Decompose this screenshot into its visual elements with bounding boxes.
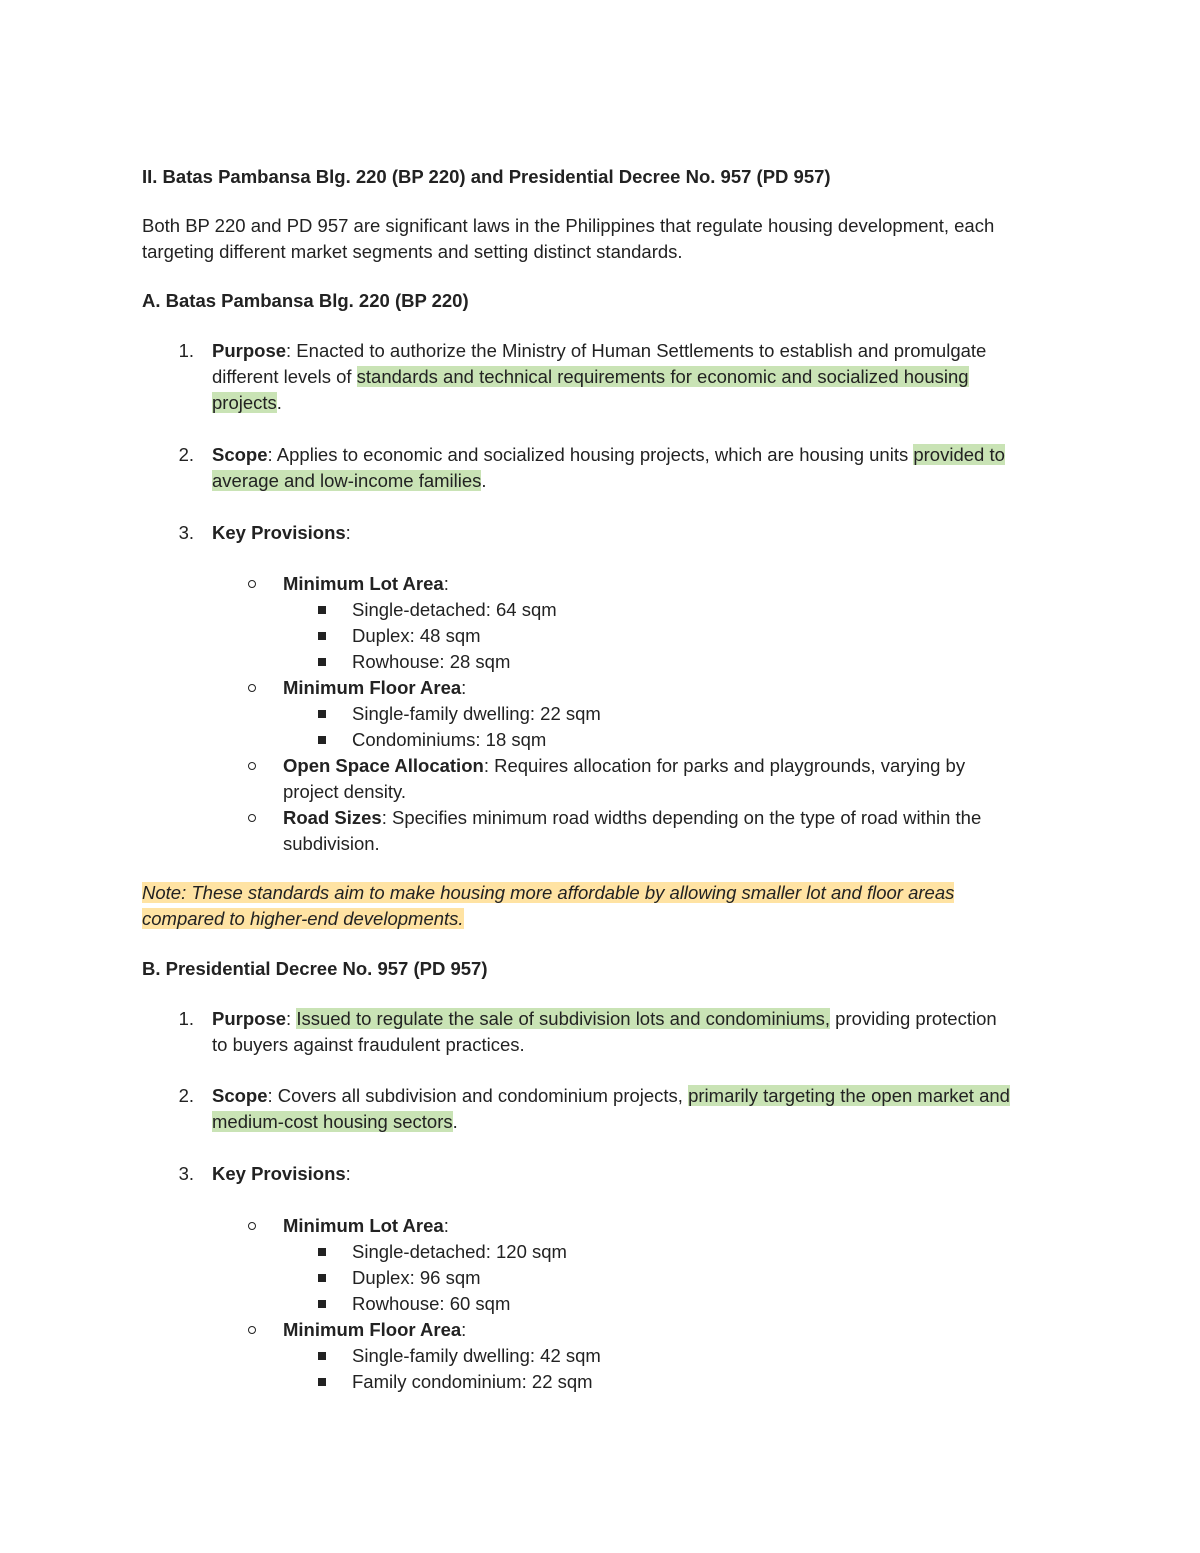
- a-open-space-line-2: project density.: [283, 781, 407, 802]
- list-item: Family condominium: 22 sqm: [352, 1371, 593, 1392]
- square-bullet-icon: [318, 736, 326, 744]
- circle-bullet-icon: [248, 762, 256, 770]
- section-b-title: B. Presidential Decree No. 957 (PD 957): [142, 958, 488, 979]
- b-scope-line-2: medium-cost housing sectors.: [212, 1111, 458, 1132]
- highlight: provided to: [913, 444, 1005, 465]
- circle-bullet-icon: [248, 1326, 256, 1334]
- list-number: 1.: [178, 340, 194, 361]
- b-scope-label: Scope: [212, 1085, 268, 1106]
- square-bullet-icon: [318, 1274, 326, 1282]
- square-bullet-icon: [318, 1300, 326, 1308]
- a-open-space-line-1: Open Space Allocation: Requires allocation for parks and playgrounds, varying by: [283, 755, 966, 776]
- list-number: 3.: [178, 1163, 194, 1184]
- a-purpose-line-3: projects.: [212, 392, 282, 413]
- b-lot-area: Minimum Lot Area:: [283, 1215, 449, 1236]
- list-item: Single-detached: 64 sqm: [352, 599, 557, 620]
- square-bullet-icon: [318, 1378, 326, 1386]
- circle-bullet-icon: [248, 814, 256, 822]
- circle-bullet-icon: [248, 684, 256, 692]
- highlight: Issued to regulate the sale of subdivision lots and condominiums,: [296, 1008, 831, 1029]
- section-a-title: A. Batas Pambansa Blg. 220 (BP 220): [142, 290, 469, 311]
- list-item: Duplex: 96 sqm: [352, 1267, 481, 1288]
- list-item: Duplex: 48 sqm: [352, 625, 481, 646]
- list-item: Single-family dwelling: 42 sqm: [352, 1345, 601, 1366]
- a-scope-line-1: Scope: Applies to economic and socialized housing projects, which are housing units provided to: [212, 444, 1005, 465]
- a-road-sizes-label: Road Sizes: [283, 807, 382, 828]
- b-purpose-line-1: Purpose: Issued to regulate the sale of subdivision lots and condominiums, providing protection: [212, 1008, 997, 1029]
- highlight: medium-cost housing sectors: [212, 1111, 453, 1132]
- b-purpose-line-2: to buyers against fraudulent practices.: [212, 1034, 525, 1055]
- a-purpose-line-1: Purpose: Enacted to authorize the Ministry of Human Settlements to establish and promulgate: [212, 340, 987, 361]
- list-item: Condominiums: 18 sqm: [352, 729, 547, 750]
- highlight: primarily targeting the open market and: [688, 1085, 1010, 1106]
- list-item: Rowhouse: 28 sqm: [352, 651, 511, 672]
- square-bullet-icon: [318, 632, 326, 640]
- intro-line-1: Both BP 220 and PD 957 are significant laws in the Philippines that regulate housing development, each: [142, 215, 995, 236]
- list-item: Rowhouse: 60 sqm: [352, 1293, 511, 1314]
- b-key-provisions: Key Provisions:: [212, 1163, 351, 1184]
- note-line-2: [142, 906, 464, 932]
- a-lot-area: Minimum Lot Area:: [283, 573, 449, 594]
- b-key-provisions-label: Key Provisions: [212, 1163, 346, 1184]
- list-number: 3.: [178, 522, 194, 543]
- a-scope-line-2: average and low-income families.: [212, 470, 487, 491]
- intro-line-2: targeting different market segments and setting distinct standards.: [142, 241, 683, 262]
- b-lot-area-label: Minimum Lot Area: [283, 1215, 444, 1236]
- note-highlight: Note: These standards aim to make housing more affordable by allowing smaller lot and floor areas: [142, 882, 955, 903]
- square-bullet-icon: [318, 1352, 326, 1360]
- page-title: II. Batas Pambansa Blg. 220 (BP 220) and Presidential Decree No. 957 (PD 957): [142, 166, 831, 187]
- list-item: Single-detached: 120 sqm: [352, 1241, 567, 1262]
- a-purpose-line-2: different levels of standards and technical requirements for economic and socialized housing: [212, 366, 969, 387]
- square-bullet-icon: [318, 658, 326, 666]
- list-number: 2.: [178, 1085, 194, 1106]
- a-road-sizes-line-1: Road Sizes: Specifies minimum road widths depending on the type of road within the: [283, 807, 982, 828]
- a-key-provisions-label: Key Provisions: [212, 522, 346, 543]
- a-floor-area: Minimum Floor Area:: [283, 677, 467, 698]
- b-purpose-label: Purpose: [212, 1008, 287, 1029]
- list-number: 2.: [178, 444, 194, 465]
- b-floor-area-label: Minimum Floor Area: [283, 1319, 462, 1340]
- a-floor-area-label: Minimum Floor Area: [283, 677, 462, 698]
- a-purpose-label: Purpose: [212, 340, 287, 361]
- list-number: 1.: [178, 1008, 194, 1029]
- a-lot-area-label: Minimum Lot Area: [283, 573, 444, 594]
- circle-bullet-icon: [248, 1222, 256, 1230]
- highlight: standards and technical requirements for economic and socialized housing: [356, 366, 969, 387]
- a-key-provisions: Key Provisions:: [212, 522, 351, 543]
- a-open-space-label: Open Space Allocation: [283, 755, 484, 776]
- note-line-1: [142, 880, 954, 906]
- a-scope-label: Scope: [212, 444, 268, 465]
- circle-bullet-icon: [248, 580, 256, 588]
- note-highlight: compared to higher-end developments.: [142, 908, 464, 929]
- b-scope-line-1: Scope: Covers all subdivision and condominium projects, primarily targeting the open market and: [212, 1085, 1010, 1106]
- highlight: average and low-income families: [212, 470, 482, 491]
- square-bullet-icon: [318, 1248, 326, 1256]
- b-floor-area: Minimum Floor Area:: [283, 1319, 467, 1340]
- a-road-sizes-line-2: subdivision.: [283, 833, 380, 854]
- square-bullet-icon: [318, 710, 326, 718]
- list-item: Single-family dwelling: 22 sqm: [352, 703, 601, 724]
- square-bullet-icon: [318, 606, 326, 614]
- highlight: projects: [212, 392, 277, 413]
